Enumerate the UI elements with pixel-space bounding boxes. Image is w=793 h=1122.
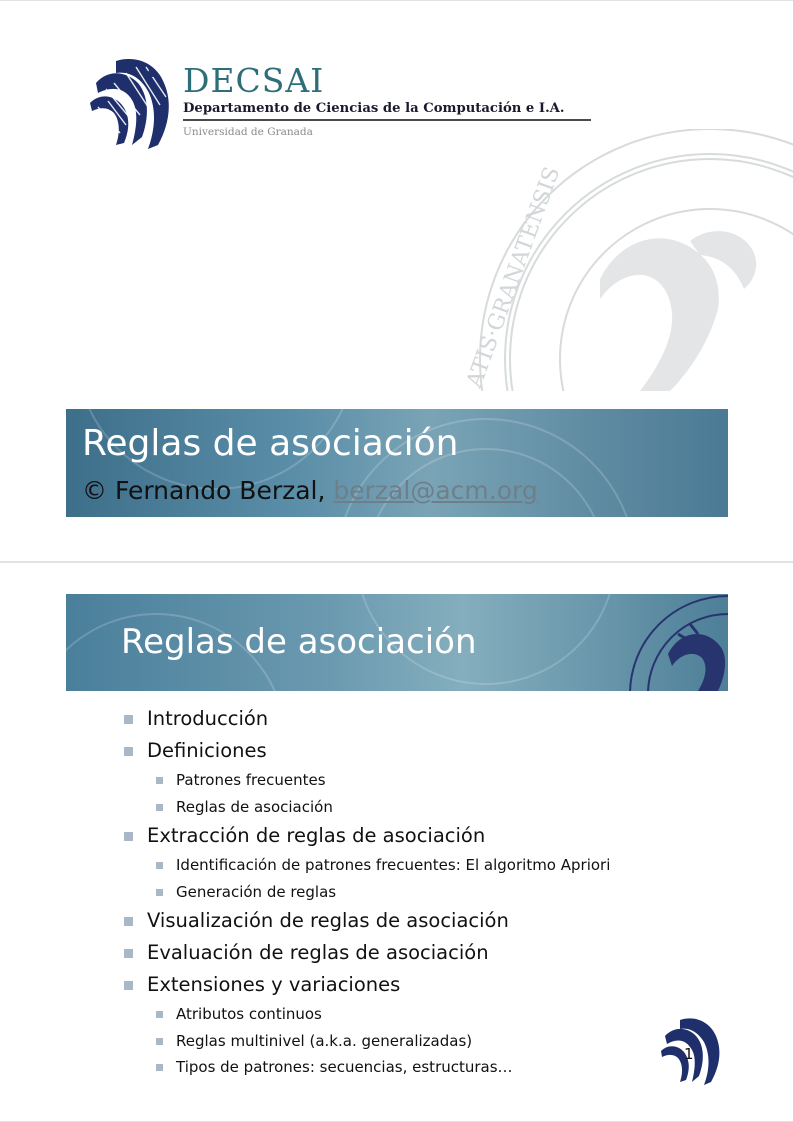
org-university: Universidad de Granada xyxy=(183,126,313,138)
outline-item xyxy=(122,937,610,969)
square-bullet-icon xyxy=(156,804,163,811)
outline-subitem xyxy=(122,879,610,906)
svg-text:ATIS·GRANATENSIS: ATIS·GRANATENSIS xyxy=(462,163,566,391)
outline-subitem-label: Generación de reglas xyxy=(176,882,337,901)
outline-item-label: Visualización de reglas de asociación xyxy=(147,909,509,932)
square-bullet-icon xyxy=(156,1038,163,1045)
outline-item-label: Definiciones xyxy=(147,739,267,762)
square-bullet-icon xyxy=(156,777,163,784)
outline-item xyxy=(122,905,610,937)
outline-subitem xyxy=(122,1028,610,1055)
outline-item xyxy=(122,820,610,852)
title-banner xyxy=(66,409,728,517)
page-number: 1 xyxy=(684,1045,694,1063)
outline-subitem xyxy=(122,767,610,794)
org-department: Departamento de Ciencias de la Computación e I.A. xyxy=(183,101,565,116)
outline-item-label: Extensiones y variaciones xyxy=(147,973,401,996)
org-divider xyxy=(183,119,591,121)
square-bullet-icon xyxy=(124,715,133,724)
outline-item-label: Evaluación de reglas de asociación xyxy=(147,941,489,964)
outline-list xyxy=(122,703,610,1081)
square-bullet-icon xyxy=(124,747,133,756)
square-bullet-icon xyxy=(156,1064,163,1071)
outline-slide xyxy=(0,562,793,1122)
author-name: © Fernando Berzal, xyxy=(82,476,334,505)
square-bullet-icon xyxy=(156,1011,163,1018)
outline-item xyxy=(122,703,610,735)
outline-subitem xyxy=(122,852,610,879)
org-acronym: DECSAI xyxy=(183,61,325,100)
outline-subitem xyxy=(122,1054,610,1081)
slide-title: Reglas de asociación xyxy=(121,622,477,662)
square-bullet-icon xyxy=(124,981,133,990)
outline-item-label: Introducción xyxy=(147,707,269,730)
square-bullet-icon xyxy=(156,889,163,896)
outline-subitem-label: Tipos de patrones: secuencias, estructuras… xyxy=(176,1058,513,1076)
author-line xyxy=(82,475,538,507)
outline-subitem-label: Patrones frecuentes xyxy=(176,771,326,789)
outline-subitem xyxy=(122,1001,610,1028)
square-bullet-icon xyxy=(124,832,133,841)
outline-subitem-label: Reglas de asociación xyxy=(176,797,333,816)
eagle-wing-logo-icon xyxy=(86,53,176,153)
outline-subitem-label: Atributos continuos xyxy=(176,1005,322,1023)
outline-item xyxy=(122,969,610,1001)
square-bullet-icon xyxy=(124,949,133,958)
author-email-link[interactable]: berzal@acm.org xyxy=(333,476,538,505)
outline-subitem xyxy=(122,794,610,821)
slide-header-banner xyxy=(66,594,728,691)
outline-subitem-label: Identificación de patrones frecuentes: El algoritmo Apriori xyxy=(176,856,611,874)
outline-item-label: Extracción de reglas de asociación xyxy=(147,824,486,847)
square-bullet-icon xyxy=(156,862,163,869)
outline-subitem-label: Reglas multinivel (a.k.a. generalizadas) xyxy=(176,1031,473,1050)
outline-item xyxy=(122,735,610,767)
university-seal-icon xyxy=(628,594,728,691)
square-bullet-icon xyxy=(124,917,133,926)
presentation-title: Reglas de asociación xyxy=(82,423,459,464)
university-seal-watermark-icon xyxy=(460,129,793,391)
